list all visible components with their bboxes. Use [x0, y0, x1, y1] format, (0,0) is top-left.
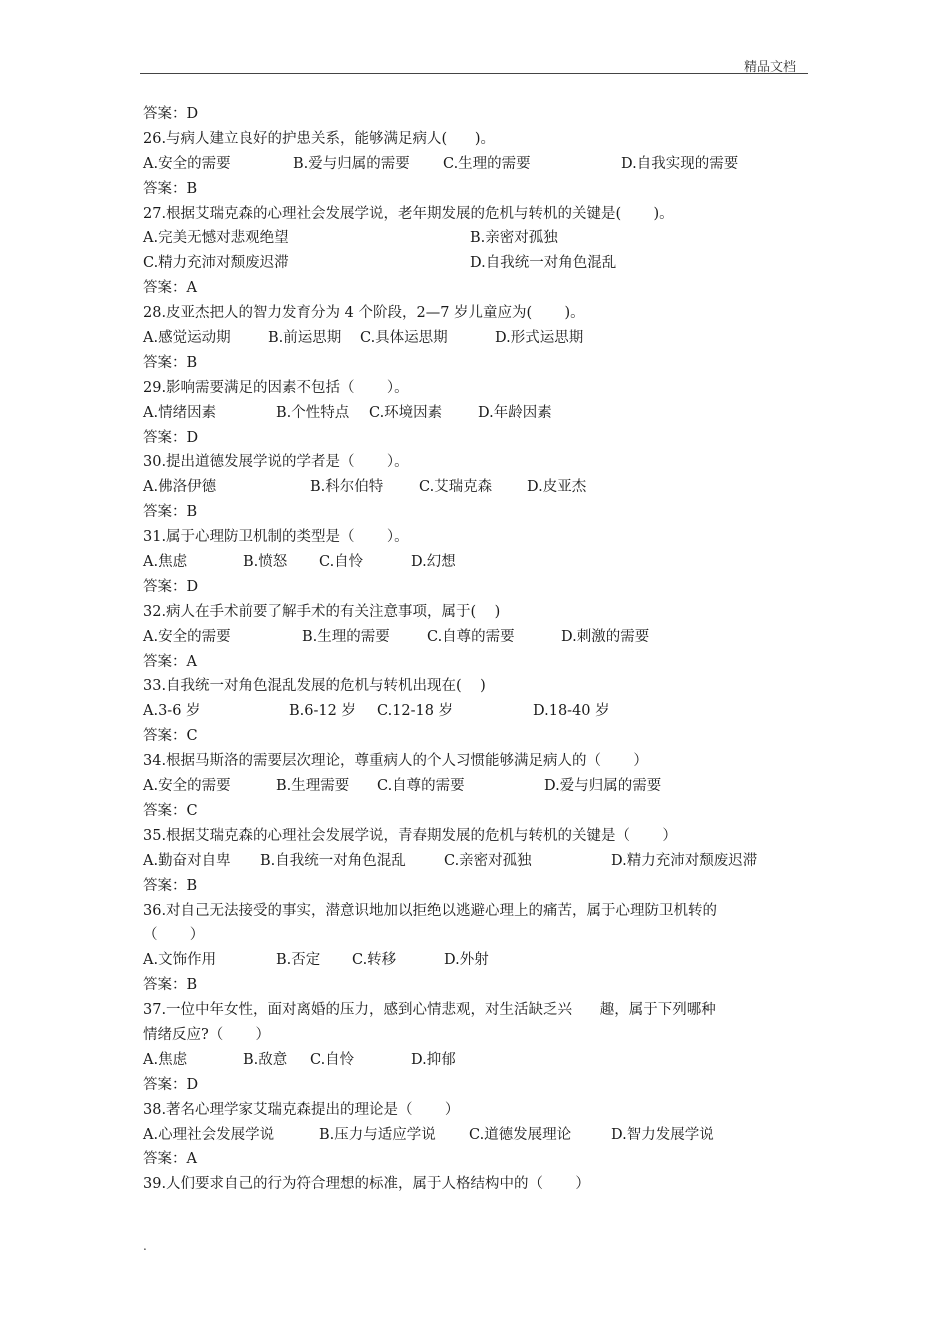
options-row	[143, 699, 811, 724]
option-text: A.焦虑	[143, 1051, 188, 1068]
option-text: A.安全的需要	[143, 628, 231, 645]
option-text: B.愤怒	[243, 554, 288, 571]
option-text: D.自我统一对角色混乱	[470, 255, 617, 272]
option-text: B.生理的需要	[302, 628, 390, 645]
option-text: D.年龄因素	[478, 404, 552, 421]
answer-line: 答案：B	[143, 180, 198, 197]
option-text: D.刺激的需要	[561, 628, 650, 645]
option-text: A.3-6 岁	[143, 703, 201, 720]
option-text: C.具体运思期	[360, 330, 448, 347]
answer-line: 答案：A	[143, 653, 197, 670]
option-text: D.自我实现的需要	[621, 155, 739, 172]
option-text: B.个性特点	[276, 404, 350, 421]
option-text: D.皮亚杰	[527, 479, 587, 496]
footer-mark: .	[143, 1239, 147, 1253]
option-text: C.生理的需要	[443, 155, 531, 172]
option-text: B.6-12 岁	[289, 703, 356, 720]
question-line: 31.属于心理防卫机制的类型是（ ）。	[143, 529, 409, 546]
options-row	[143, 774, 811, 799]
answer-line: 答案：A	[143, 280, 197, 297]
question-line: 情绪反应?（ ）	[143, 1026, 271, 1043]
answer-line: 答案：B	[143, 354, 198, 371]
options-row	[143, 401, 811, 426]
option-text: D.抑郁	[411, 1051, 456, 1068]
option-text: D.爱与归属的需要	[544, 778, 662, 795]
option-text: C.精力充沛对颓废迟滞	[143, 255, 289, 272]
option-text: B.压力与适应学说	[319, 1126, 436, 1143]
option-text: D.幻想	[411, 554, 456, 571]
options-row	[143, 948, 811, 973]
question-line: 35.根据艾瑞克森的心理社会发展学说，青春期发展的危机与转机的关键是（ ）	[143, 827, 677, 844]
answer-line: 答案：C	[143, 728, 198, 745]
question-list	[143, 102, 811, 1197]
option-text: A.心理社会发展学说	[143, 1126, 275, 1143]
options-row	[143, 475, 811, 500]
option-text: A.感觉运动期	[143, 330, 231, 347]
question-line: 28.皮亚杰把人的智力发育分为 4 个阶段，2—7 岁儿童应为( )。	[143, 305, 585, 322]
option-text: D.智力发展学说	[611, 1126, 714, 1143]
answer-line: 答案：D	[143, 429, 199, 446]
question-line: 32.病人在手术前要了解手术的有关注意事项，属于( )	[143, 603, 501, 620]
option-text: C.艾瑞克森	[419, 479, 493, 496]
option-text: A.完美无憾对悲观绝望	[143, 230, 289, 247]
option-text: A.文饰作用	[143, 952, 217, 969]
header-rule	[140, 73, 808, 74]
option-text: D.外射	[444, 952, 489, 969]
options-row	[143, 251, 811, 276]
answer-line: 答案：B	[143, 504, 198, 521]
question-line: 26.与病人建立良好的护患关系，能够满足病人( )。	[143, 130, 496, 147]
option-text: A.勤奋对自卑	[143, 852, 231, 869]
answer-line: 答案：D	[143, 578, 199, 595]
question-line: 27.根据艾瑞克森的心理社会发展学说，老年期发展的危机与转机的关键是( )。	[143, 205, 674, 222]
option-text: C.自尊的需要	[377, 778, 465, 795]
answer-line: 答案：C	[143, 802, 198, 819]
option-text: A.佛洛伊德	[143, 479, 217, 496]
option-text: B.敌意	[243, 1051, 288, 1068]
option-text: C.转移	[352, 952, 397, 969]
option-text: D.18-40 岁	[533, 703, 610, 720]
option-text: B.科尔伯特	[310, 479, 384, 496]
option-text: C.自尊的需要	[427, 628, 515, 645]
option-text: C.道德发展理论	[469, 1126, 572, 1143]
options-row	[143, 1048, 811, 1073]
options-row	[143, 849, 811, 874]
option-text: D.形式运思期	[495, 330, 584, 347]
option-text: B.爱与归属的需要	[293, 155, 410, 172]
option-text: B.否定	[276, 952, 321, 969]
option-text: A.情绪因素	[143, 404, 217, 421]
question-line: （ ）	[143, 927, 205, 944]
question-line: 36.对自己无法接受的事实，潜意识地加以拒绝以逃避心理上的痛苦，属于心理防卫机转的	[143, 902, 718, 919]
options-row	[143, 625, 811, 650]
page-header-label: 精品文档	[744, 60, 797, 75]
options-row	[143, 326, 811, 351]
option-text: A.安全的需要	[143, 155, 231, 172]
options-row	[143, 1123, 811, 1148]
question-line: 38.著名心理学家艾瑞克森提出的理论是（ ）	[143, 1101, 460, 1118]
option-text: C.12-18 岁	[377, 703, 454, 720]
question-line: 34.根据马斯洛的需要层次理论，尊重病人的个人习惯能够满足病人的（ ）	[143, 753, 648, 770]
option-text: D.精力充沛对颓废迟滞	[611, 852, 758, 869]
option-text: C.自怜	[319, 554, 364, 571]
option-text: A.安全的需要	[143, 778, 231, 795]
options-row	[143, 550, 811, 575]
answer-line: 答案：D	[143, 106, 199, 122]
option-text: C.亲密对孤独	[444, 852, 532, 869]
option-text: B.生理需要	[276, 778, 350, 795]
answer-line: 答案：A	[143, 1151, 197, 1168]
question-line: 29.影响需要满足的因素不包括（ ）。	[143, 379, 409, 396]
option-text: C.环境因素	[369, 404, 443, 421]
option-text: B.自我统一对角色混乱	[260, 852, 406, 869]
question-line: 37.一位中年女性，面对离婚的压力，感到心情悲观，对生活缺乏兴 趣，属于下列哪种	[143, 1002, 716, 1019]
options-row	[143, 152, 811, 177]
option-text: B.亲密对孤独	[470, 230, 558, 247]
option-text: B.前运思期	[268, 330, 342, 347]
answer-line: 答案：B	[143, 877, 198, 894]
question-line: 39.人们要求自己的行为符合理想的标准，属于人格结构中的（ ）	[143, 1176, 590, 1193]
option-text: A.焦虑	[143, 554, 188, 571]
question-line: 30.提出道德发展学说的学者是（ ）。	[143, 454, 409, 471]
option-text: C.自怜	[310, 1051, 355, 1068]
answer-line: 答案：D	[143, 1076, 199, 1093]
answer-line: 答案：B	[143, 977, 198, 994]
question-line: 33.自我统一对角色混乱发展的危机与转机出现在( )	[143, 678, 486, 695]
options-row	[143, 226, 811, 251]
